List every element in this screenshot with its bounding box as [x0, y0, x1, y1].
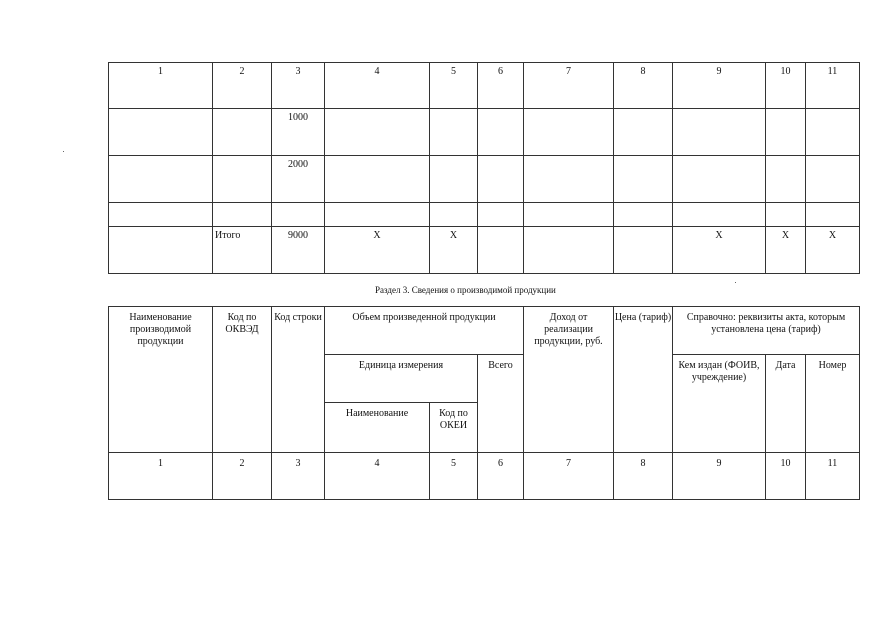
col-number: 4	[325, 63, 430, 109]
table-header-row	[109, 63, 860, 109]
header-unit-name: Наименование	[325, 403, 430, 453]
col-number: 8	[614, 453, 673, 500]
col-number: 4	[325, 453, 430, 500]
col-number: 10	[766, 453, 806, 500]
total-label: Итого	[213, 227, 272, 274]
col-number: 6	[478, 453, 524, 500]
col-number: 1	[109, 453, 213, 500]
cross-mark: X	[430, 227, 478, 274]
header-okei: Код по ОКЕИ	[430, 403, 478, 453]
header-price: Цена (тариф)	[614, 307, 673, 453]
section-3-title: Раздел 3. Сведения о производимой продукции	[375, 285, 556, 295]
col-number: 9	[673, 453, 766, 500]
header-okved: Код по ОКВЭД	[213, 307, 272, 453]
col-number: 11	[806, 453, 860, 500]
col-number: 5	[430, 63, 478, 109]
header-number: Номер	[806, 355, 860, 453]
line-code: 1000	[272, 109, 325, 156]
col-number: 5	[430, 453, 478, 500]
col-number: 3	[272, 453, 325, 500]
header-income: Доход от реализации продукции, руб.	[524, 307, 614, 453]
col-number: 10	[766, 63, 806, 109]
header-volume: Объем произведенной продукции	[325, 307, 524, 355]
header-issuer: Кем издан (ФОИВ, учреждение)	[673, 355, 766, 453]
col-number: 2	[213, 453, 272, 500]
header-line-code: Код строки	[272, 307, 325, 453]
table-row	[109, 109, 860, 156]
cross-mark: X	[766, 227, 806, 274]
header-reference: Справочно: реквизиты акта, которым установлена цена (тариф)	[673, 307, 860, 355]
col-number: 7	[524, 453, 614, 500]
scan-speck	[735, 282, 736, 283]
cross-mark: X	[673, 227, 766, 274]
header-total: Всего	[478, 355, 524, 453]
continuation-table	[108, 62, 860, 274]
total-code: 9000	[272, 227, 325, 274]
cross-mark: X	[325, 227, 430, 274]
scan-speck	[63, 151, 64, 152]
table-row	[109, 203, 860, 227]
header-row	[109, 307, 860, 355]
column-numbers-row	[109, 453, 860, 500]
col-number: 8	[614, 63, 673, 109]
table-row	[109, 156, 860, 203]
header-product-name: Наименование производимой продукции	[109, 307, 213, 453]
cross-mark: X	[806, 227, 860, 274]
col-number: 7	[524, 63, 614, 109]
section-3-table	[108, 306, 860, 500]
col-number: 3	[272, 63, 325, 109]
col-number: 9	[673, 63, 766, 109]
line-code: 2000	[272, 156, 325, 203]
header-date: Дата	[766, 355, 806, 453]
col-number: 1	[109, 63, 213, 109]
total-row	[109, 227, 860, 274]
col-number: 2	[213, 63, 272, 109]
col-number: 6	[478, 63, 524, 109]
col-number: 11	[806, 63, 860, 109]
header-unit: Единица измерения	[325, 355, 478, 403]
